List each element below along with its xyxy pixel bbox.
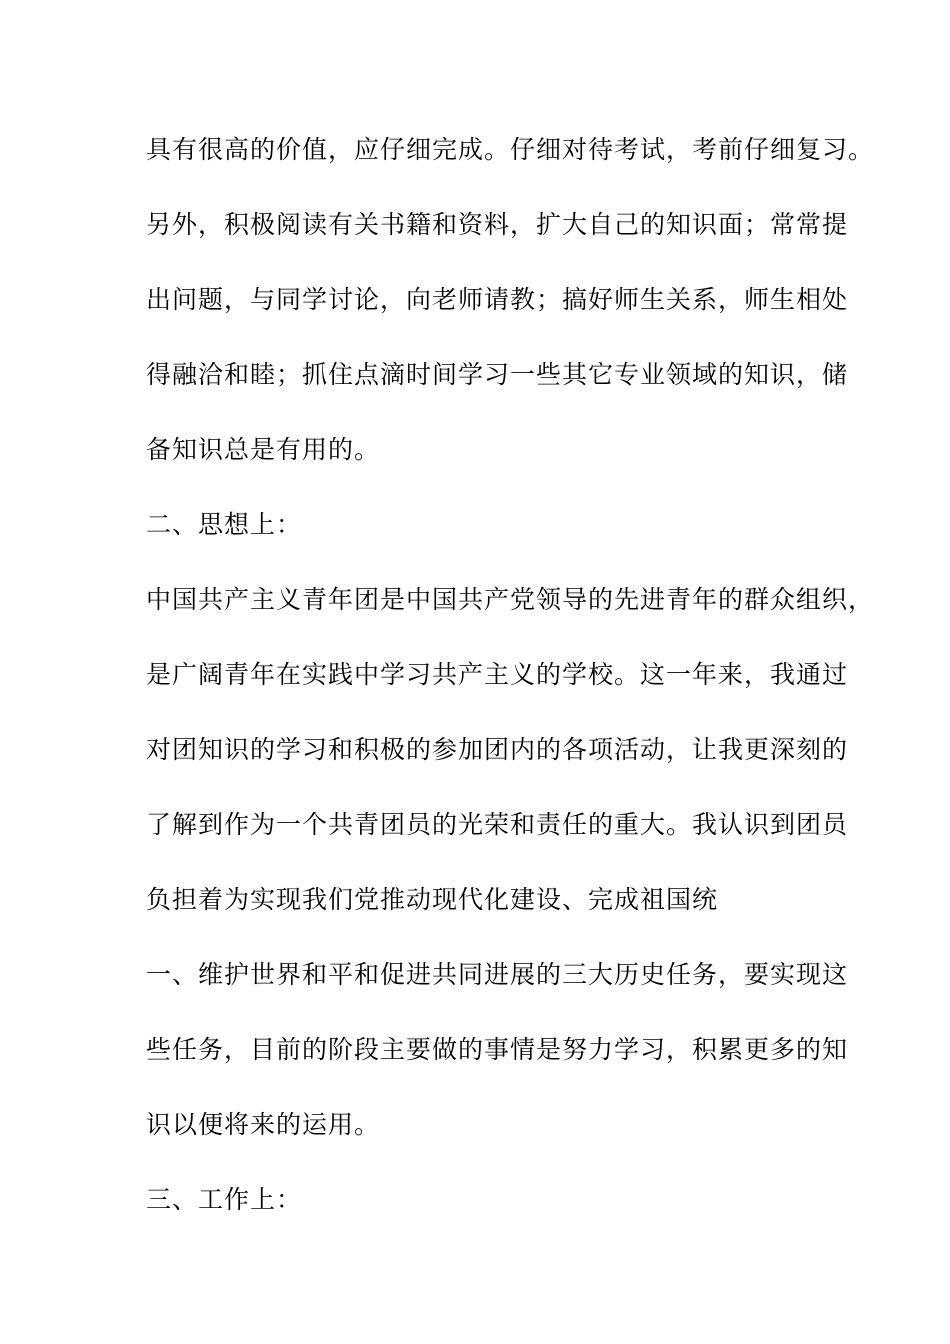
text-line-13: 些任务，目前的阶段主要做的事情是努力学习，积累更多的知 [146, 1035, 849, 1064]
text-line-3: 出问题，与同学讨论，向老师请教；搞好师生关系，师生相处 [146, 285, 849, 314]
section-heading-3: 三、工作上： [146, 1185, 303, 1214]
text-line-9: 对团知识的学习和积极的参加团内的各项活动，让我更深刻的 [146, 735, 849, 764]
text-line-7: 中国共产主义青年团是中国共产党领导的先进青年的群众组织， [146, 585, 875, 614]
text-line-14: 识以便将来的运用。 [146, 1110, 381, 1139]
section-heading-2: 二、思想上： [146, 510, 303, 539]
text-line-1: 具有很高的价值，应仔细完成。仔细对待考试，考前仔细复习。 [146, 135, 875, 164]
text-line-12: 一、维护世界和平和促进共同进展的三大历史任务，要实现这 [146, 960, 849, 989]
text-line-4: 得融洽和睦；抓住点滴时间学习一些其它专业领域的知识，储 [146, 360, 849, 389]
text-line-5: 备知识总是有用的。 [146, 435, 381, 464]
text-line-8: 是广阔青年在实践中学习共产主义的学校。这一年来，我通过 [146, 660, 849, 689]
text-line-2: 另外，积极阅读有关书籍和资料，扩大自己的知识面；常常提 [146, 210, 849, 239]
text-line-10: 了解到作为一个共青团员的光荣和责任的重大。我认识到团员 [146, 810, 849, 839]
text-line-11: 负担着为实现我们党推动现代化建设、完成祖国统 [146, 885, 719, 914]
